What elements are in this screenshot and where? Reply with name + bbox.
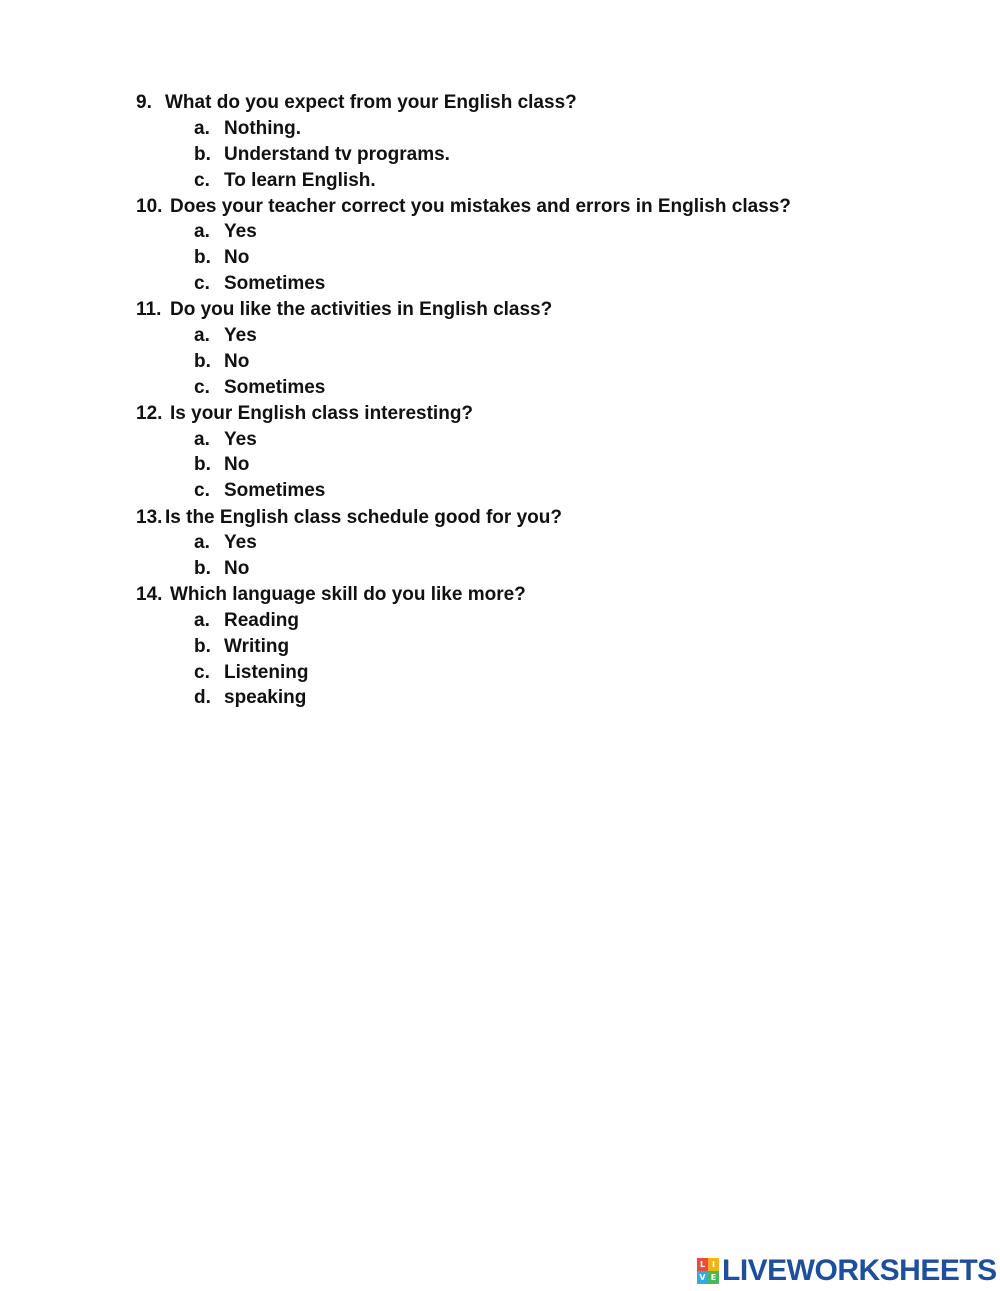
option-text: Nothing. <box>224 118 302 139</box>
option-text: Sometimes <box>224 273 326 294</box>
icon-block-l: L <box>697 1258 708 1271</box>
option-letter: c. <box>194 480 210 501</box>
question-number: 10. <box>136 196 163 217</box>
question-text: Does your teacher correct you mistakes and errors in English class? <box>170 196 791 217</box>
option-letter: a. <box>194 429 210 450</box>
question-number: 13. <box>136 507 163 528</box>
option-text: Reading <box>224 610 299 631</box>
icon-block-i: I <box>708 1258 719 1271</box>
option-letter: b. <box>194 636 211 657</box>
icon-block-e: E <box>708 1271 719 1284</box>
option-text: No <box>224 558 250 579</box>
live-blocks-icon <box>697 1258 719 1284</box>
option-letter: b. <box>194 558 211 579</box>
question-text: What do you expect from your English class? <box>165 92 577 113</box>
brand-name: LIVEWORKSHEETS <box>722 1254 997 1287</box>
option-letter: a. <box>194 532 210 553</box>
option-letter: a. <box>194 221 210 242</box>
option-text: No <box>224 454 250 475</box>
option-letter: b. <box>194 247 211 268</box>
option-letter: b. <box>194 144 211 165</box>
option-letter: c. <box>194 377 210 398</box>
icon-block-v: V <box>697 1271 708 1284</box>
option-letter: c. <box>194 273 210 294</box>
question-text: Is your English class interesting? <box>170 403 474 424</box>
option-text: No <box>224 351 250 372</box>
option-text: To learn English. <box>224 170 376 191</box>
liveworksheets-logo <box>697 1256 997 1286</box>
option-letter: a. <box>194 118 210 139</box>
option-text: Yes <box>224 532 257 553</box>
option-text: No <box>224 247 250 268</box>
option-text: Understand tv programs. <box>224 144 450 165</box>
option-letter: a. <box>194 610 210 631</box>
option-letter: b. <box>194 454 211 475</box>
question-text: Do you like the activities in English class? <box>170 299 553 320</box>
option-text: Yes <box>224 325 257 346</box>
option-text: Listening <box>224 662 309 683</box>
question-text: Which language skill do you like more? <box>170 584 526 605</box>
option-letter: c. <box>194 170 210 191</box>
option-text: speaking <box>224 687 307 708</box>
option-letter: c. <box>194 662 210 683</box>
question-number: 12. <box>136 403 163 424</box>
option-text: Yes <box>224 429 257 450</box>
option-text: Sometimes <box>224 480 326 501</box>
option-text: Sometimes <box>224 377 326 398</box>
option-letter: b. <box>194 351 211 372</box>
option-text: Yes <box>224 221 257 242</box>
question-number: 11. <box>136 299 162 320</box>
option-letter: a. <box>194 325 210 346</box>
option-text: Writing <box>224 636 290 657</box>
question-number: 14. <box>136 584 163 605</box>
question-number: 9. <box>136 92 152 113</box>
question-text: Is the English class schedule good for you? <box>165 507 562 528</box>
option-letter: d. <box>194 687 211 708</box>
